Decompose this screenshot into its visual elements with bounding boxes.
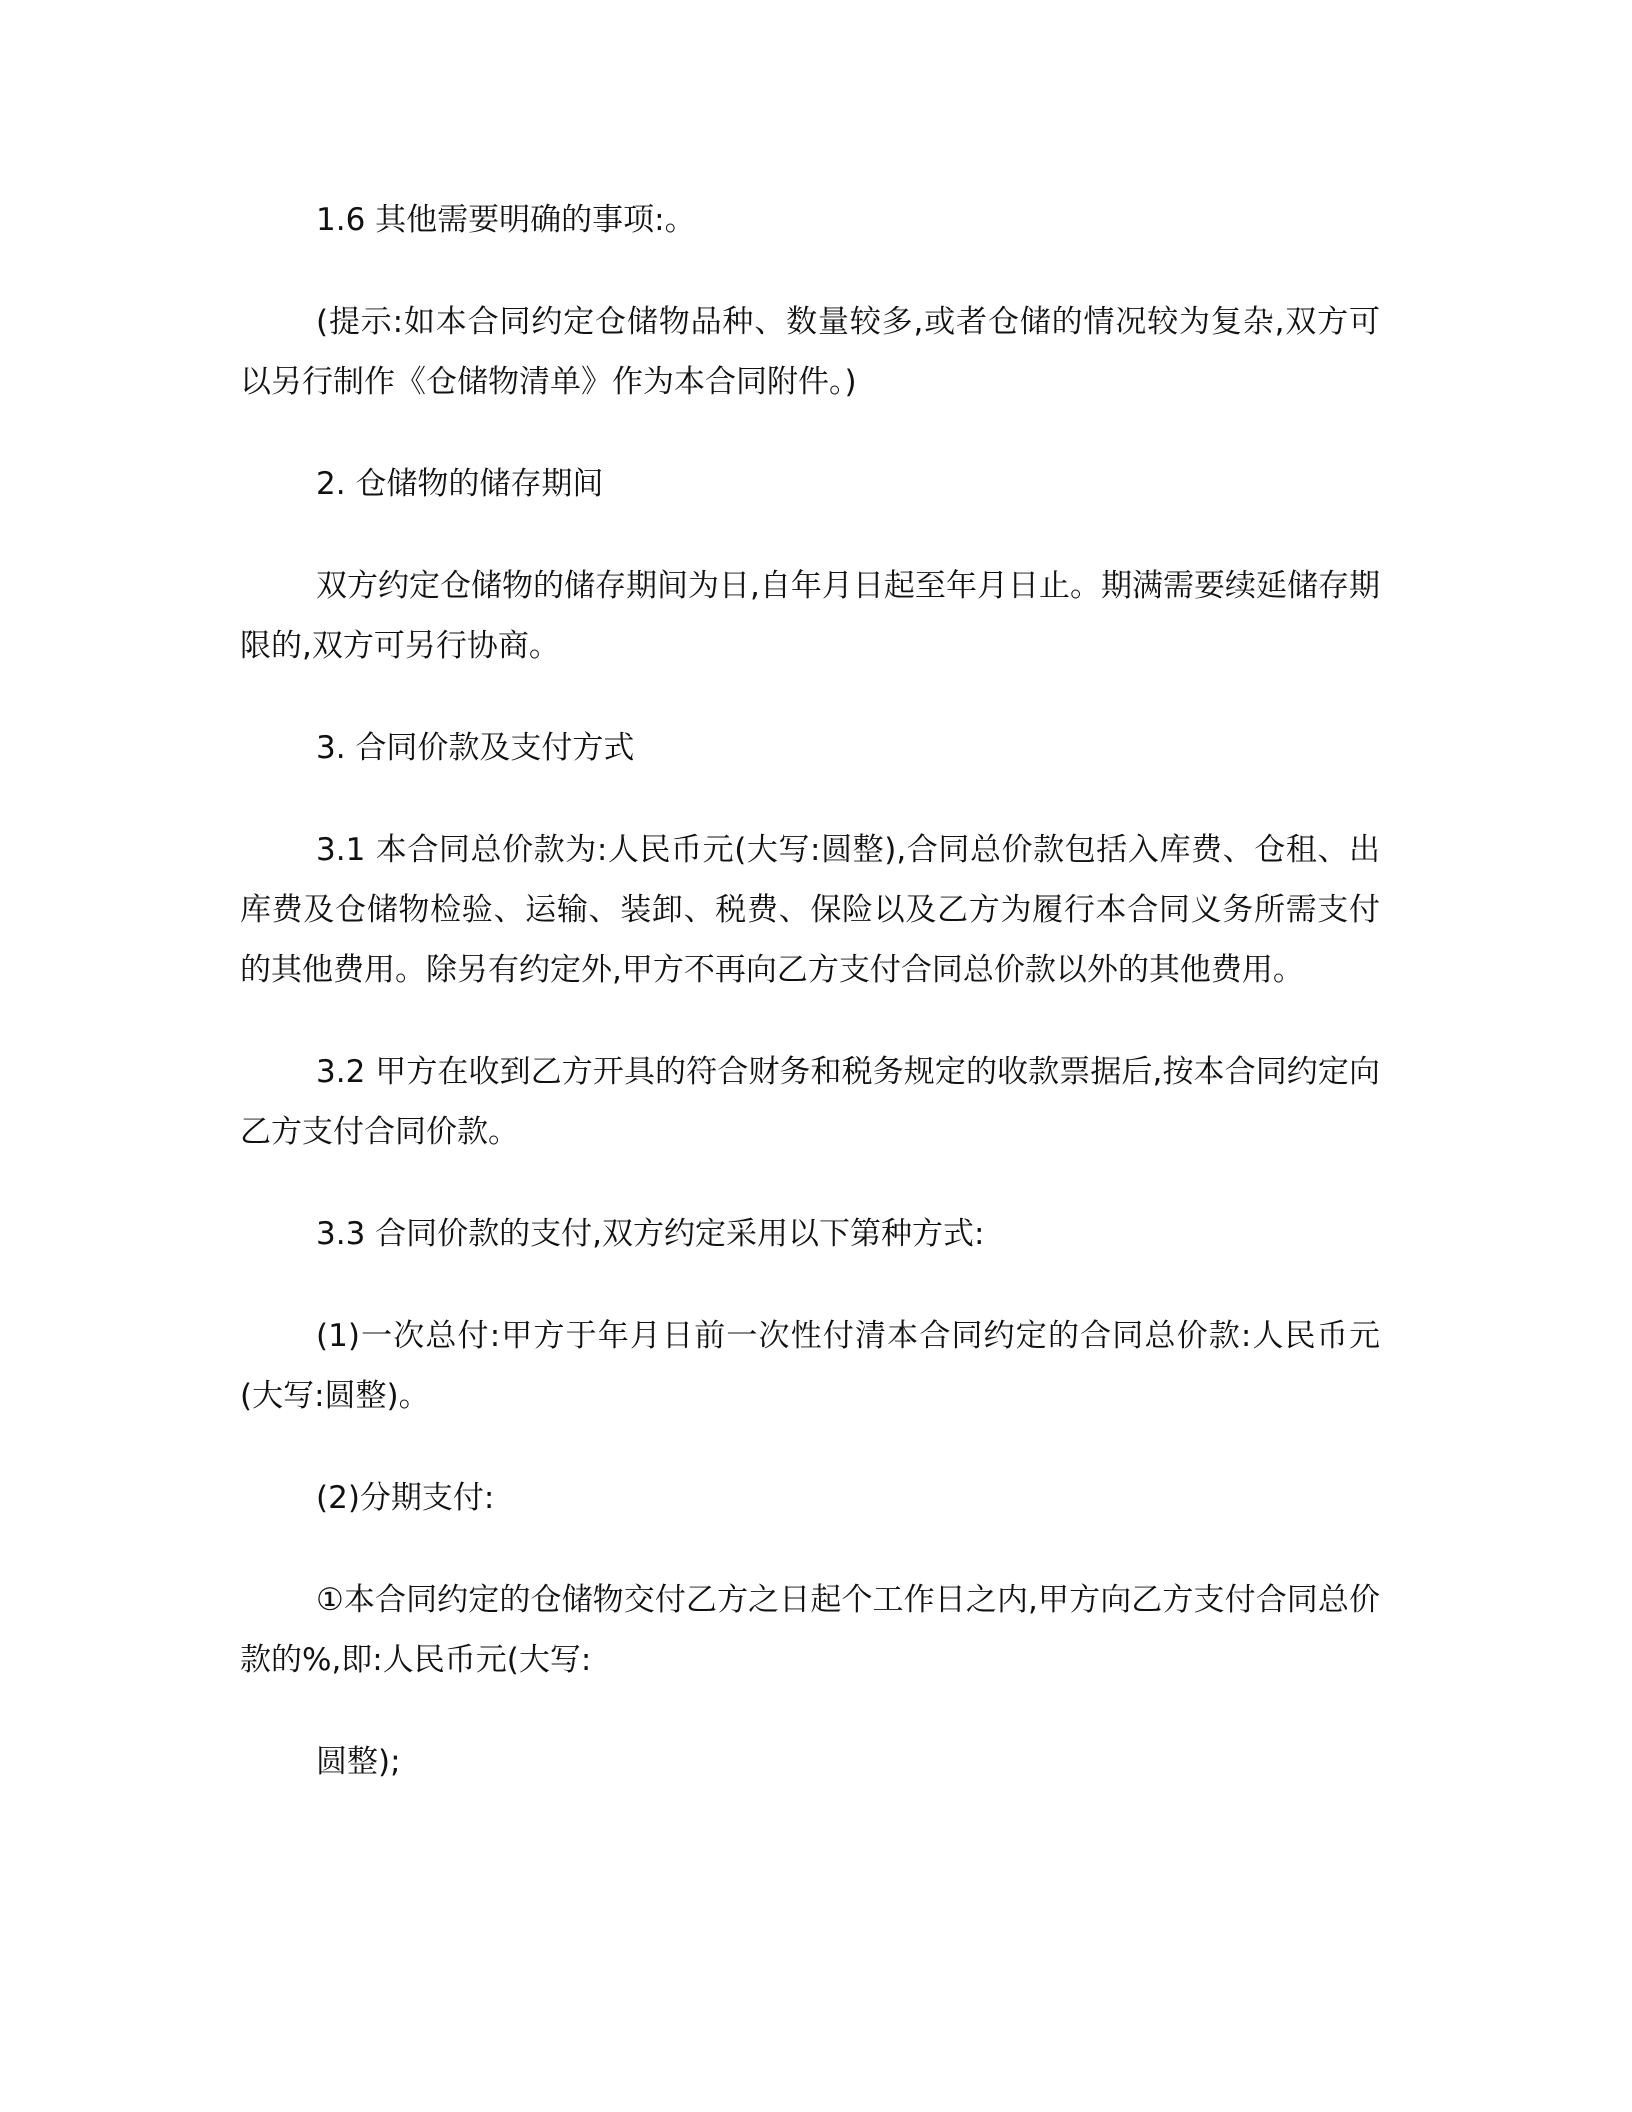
- clause-3-3: 3.3 合同价款的支付,双方约定采用以下第种方式:: [316, 1216, 985, 1252]
- document-page: [240, 190, 1380, 1792]
- clause-3-2: 3.2 甲方在收到乙方开具的符合财务和税务规定的收款票据后,按本合同约定向乙方支付合同价款。: [240, 1054, 1380, 1150]
- payment-option-2: (2)分期支付:: [316, 1480, 495, 1516]
- hint-note: (提示:如本合同约定仓储物品种、数量较多,或者仓储的情况较为复杂,双方可以另行制作《仓储物清单》作为本合同附件。): [240, 304, 1380, 400]
- clause-3-1: 3.1 本合同总价款为:人民币元(大写:圆整),合同总价款包括入库费、仓租、出库费及仓储物检验、运输、装卸、税费、保险以及乙方为履行本合同义务所需支付的其他费用。除另有约定外,甲方不再向乙方支付合同总价款以外的其他费用。: [240, 832, 1380, 988]
- storage-period-text: 双方约定仓储物的储存期间为日,自年月日起至年月日止。期满需要续延储存期限的,双方可另行协商。: [240, 568, 1380, 664]
- installment-item-1: ①本合同约定的仓储物交付乙方之日起个工作日之内,甲方向乙方支付合同总价款的%,即:人民币元(大写:: [240, 1582, 1380, 1678]
- section-2-heading: 2. 仓储物的储存期间: [316, 466, 604, 502]
- section-3-heading: 3. 合同价款及支付方式: [316, 730, 635, 766]
- payment-option-1: (1)一次总付:甲方于年月日前一次性付清本合同约定的合同总价款:人民币元(大写:圆整)。: [240, 1318, 1380, 1414]
- clause-1-6: 1.6 其他需要明确的事项:。: [316, 202, 696, 238]
- installment-item-1-continued: 圆整);: [316, 1744, 401, 1780]
